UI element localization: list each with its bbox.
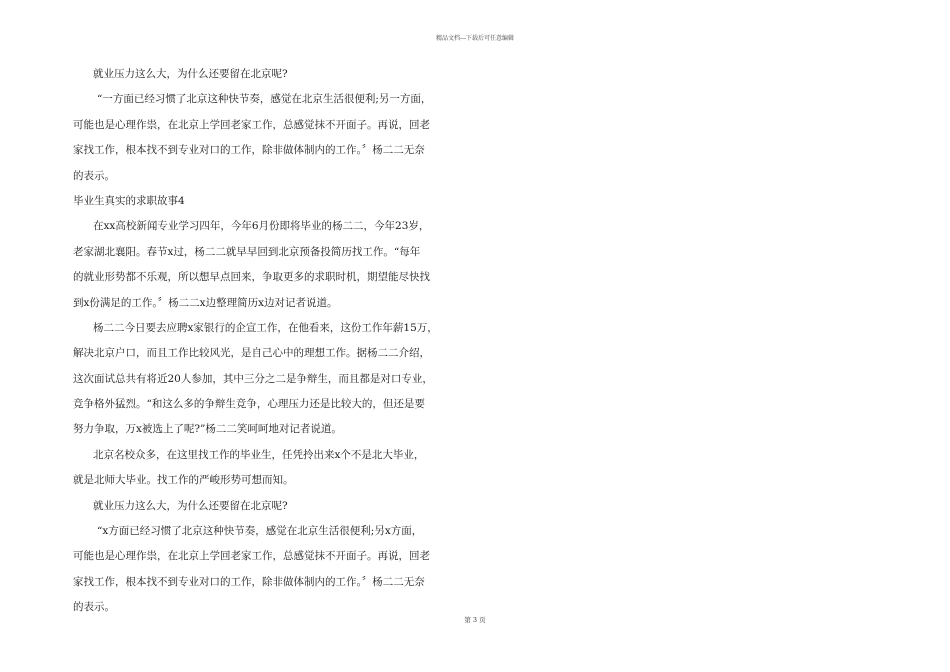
text-line: 就业压力这么大，为什么还要留在北京呢? <box>93 68 288 80</box>
text-line: 这次面试总共有将近20人参加，其中三分之二是争辩生，而且都是对口专业， <box>73 372 433 385</box>
text-line: 的表示。 <box>73 601 115 614</box>
text-line: “一方面已经习惯了北京这种快节奏，感觉在北京生活很便利;另一方面， <box>97 93 432 106</box>
text-line: 家找工作，根本找不到专业对口的工作，除非做体制内的工作。〞杨二二无奈 <box>73 575 425 588</box>
text-line: 可能也是心理作祟，在北京上学回老家工作，总感觉抹不开面子。再说，回老 <box>73 118 430 131</box>
text-line: 解决北京户口，而且工作比较风光，是自己心中的理想工作。据杨二二介绍， <box>73 347 430 360</box>
text-line: 努力争取，万x被选上了呢?”杨二二笑呵呵地对记者说道。 <box>73 423 342 436</box>
text-line: 就业压力这么大，为什么还要留在北京呢? <box>93 499 288 512</box>
text-line: 北京名校众多，在这里找工作的毕业生，任凭拎出来x个不是北大毕业， <box>93 448 425 461</box>
text-line: 可能也是心理作祟，在北京上学回老家工作，总感觉抹不开面子。再说，回老 <box>73 550 430 563</box>
text-line: 家找工作，根本找不到专业对口的工作，除非做体制内的工作。〞杨二二无奈 <box>73 144 425 157</box>
text-line: 老家湖北襄阳。春节x过，杨二二就早早回到北京预备投简历找工作。“每年 <box>73 245 421 258</box>
text-line: 就是北师大毕业。找工作的严峻形势可想而知。 <box>73 474 294 487</box>
text-line: 竞争格外猛烈。“和这么多的争辩生竞争，心理压力还是比较大的，但还是要 <box>73 398 425 411</box>
text-line: 的就业形势都不乐观，所以想早点回来，争取更多的求职时机，期望能尽快找 <box>73 271 430 284</box>
document-body <box>73 62 483 621</box>
text-line: 到x份满足的工作。〞杨二二x边整理简历x边对记者说道。 <box>73 296 338 309</box>
text-line: 在xx高校新闻专业学习四年，今年6月份即将毕业的杨二二，今年23岁， <box>93 220 430 233</box>
page-number: 第 3 页 <box>464 616 486 624</box>
section-heading: 毕业生真实的求职故事4 <box>73 194 185 207</box>
text-line: 杨二二今日要去应聘x家银行的企宣工作，在他看来，这份工作年薪15万， <box>93 321 438 334</box>
text-line: “x方面已经习惯了北京这种快节奏，感觉在北京生活很便利;另x方面， <box>97 525 423 538</box>
page-header: 精品文档---下载后可任意编辑 <box>435 35 515 42</box>
text-line: 的表示。 <box>73 169 115 182</box>
